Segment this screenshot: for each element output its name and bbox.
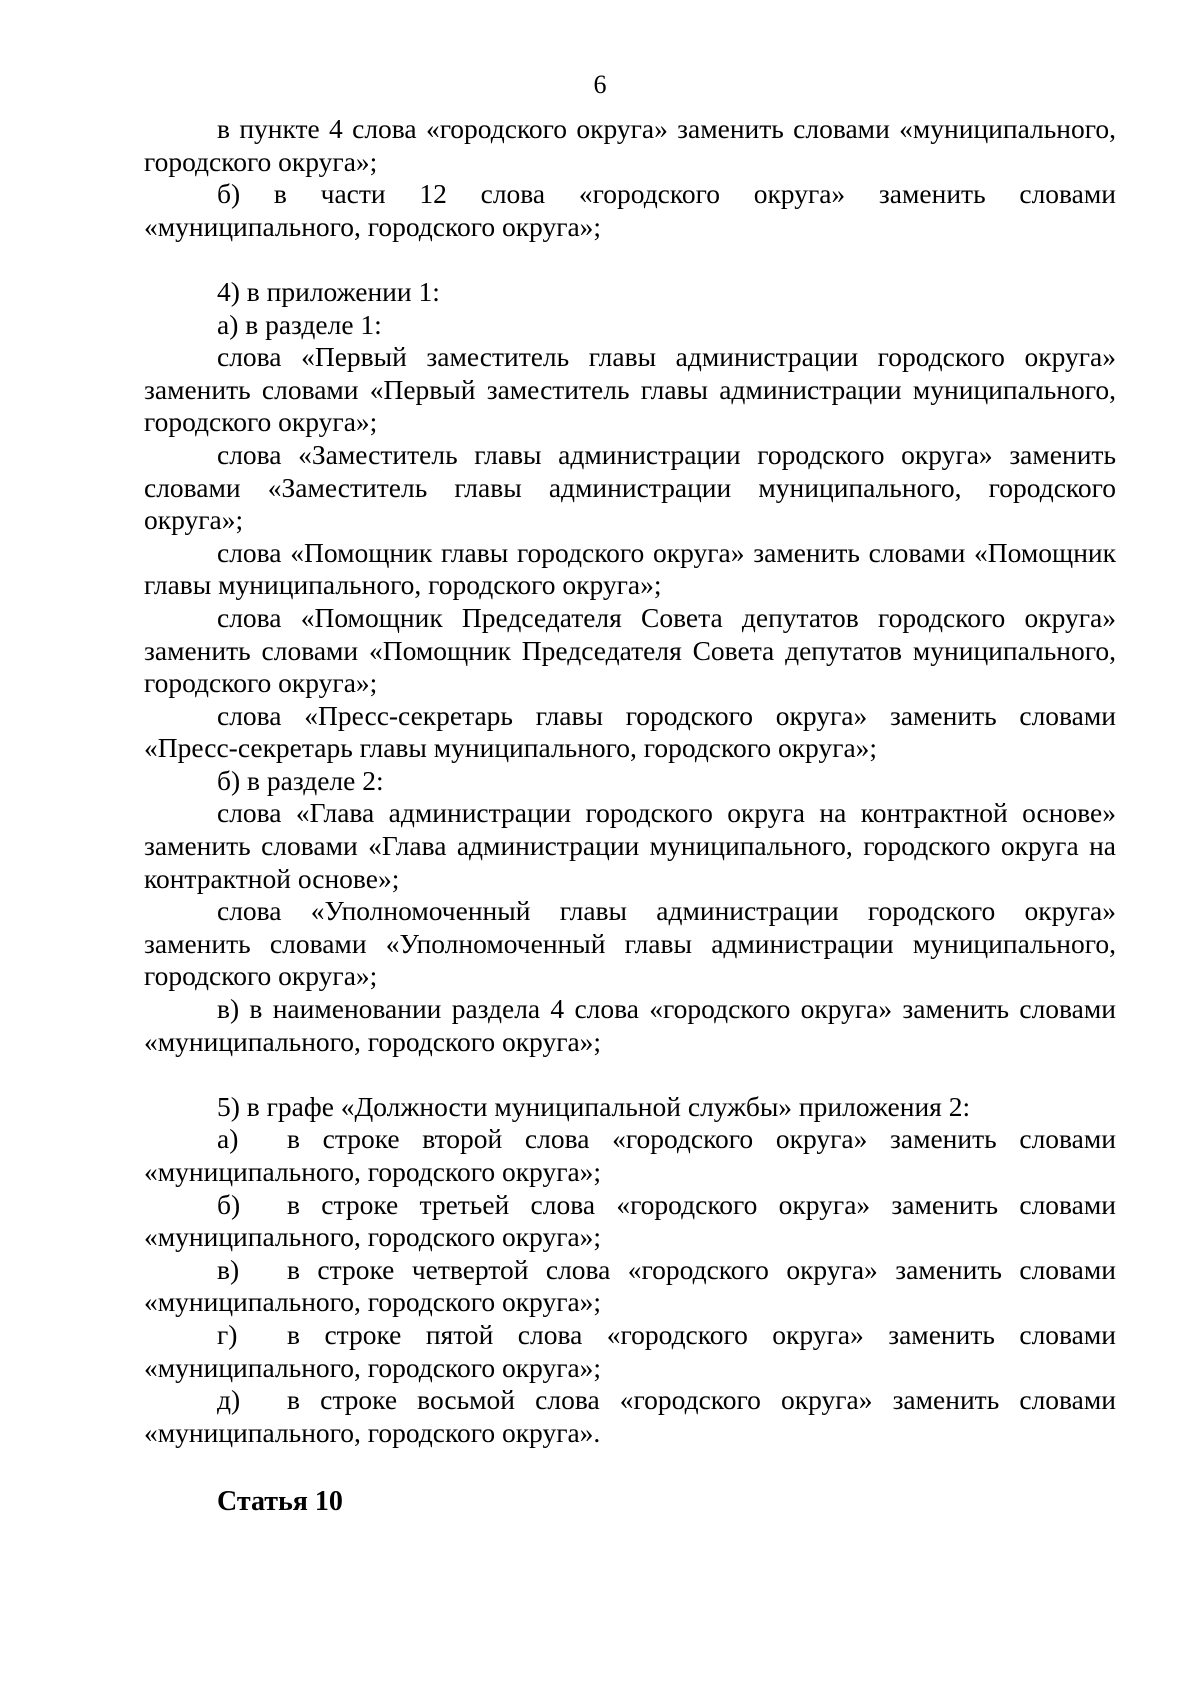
list-item bbox=[144, 1189, 1116, 1254]
paragraph: слова «Заместитель главы администрации городского округа» заменить словами «Заместитель главы администрации муниципального, городского округа»; bbox=[144, 438, 1116, 536]
paragraph: слова «Уполномоченный главы администрации городского округа» заменить словами «Уполномоченный главы администрации муниципального, городского округа»; bbox=[144, 895, 1116, 992]
paragraph: б) в части 12 слова «городского округа» заменить словами «муниципального, городского округа»; bbox=[144, 178, 1116, 242]
subsection-heading: а) в разделе 1: bbox=[217, 308, 382, 340]
subsection-heading: б) в разделе 2: bbox=[217, 764, 384, 796]
list-item-label: б) bbox=[217, 1188, 241, 1220]
list-item-label: д) bbox=[217, 1384, 241, 1416]
paragraph: слова «Помощник главы городского округа» заменить словами «Помощник главы муниципального, городского округа»; bbox=[144, 536, 1116, 601]
list-item-label: г) bbox=[217, 1318, 238, 1350]
page-number: 6 bbox=[593, 70, 607, 99]
article-heading: Статья 10 bbox=[217, 1486, 343, 1517]
document-body bbox=[144, 113, 1116, 1449]
list-item-text: в строке пятой слова «городского округа» заменить словами «муниципального, городского округа»; bbox=[144, 1318, 1116, 1383]
list-item bbox=[144, 1384, 1116, 1449]
paragraph: в пункте 4 слова «городского округа» заменить словами «муниципального, городского округа»; bbox=[144, 113, 1116, 177]
list-item-text: в строке четвертой слова «городского округа» заменить словами «муниципального, городского округа»; bbox=[144, 1253, 1116, 1318]
list-item-label: в) bbox=[217, 1253, 240, 1285]
list-item bbox=[144, 1254, 1116, 1319]
list-heading: 5) в графе «Должности муниципальной службы» приложения 2: bbox=[217, 1090, 971, 1122]
list-item bbox=[144, 1319, 1116, 1384]
list-item-text: в строке третьей слова «городского округа» заменить словами «муниципального, городского округа»; bbox=[144, 1188, 1116, 1253]
paragraph: слова «Помощник Председателя Совета депутатов городского округа» заменить словами «Помощник Председателя Совета депутатов муниципального, городского округа»; bbox=[144, 601, 1116, 699]
list-item bbox=[144, 1123, 1116, 1188]
list-item-label: а) bbox=[217, 1123, 239, 1155]
paragraph: слова «Пресс-секретарь главы городского округа» заменить словами «Пресс-секретарь главы муниципального, городского округа»; bbox=[144, 699, 1116, 764]
list-heading: 4) в приложении 1: bbox=[217, 275, 440, 307]
list-item-text: в строке восьмой слова «городского округа» заменить словами «муниципального, городского округа». bbox=[144, 1384, 1116, 1448]
paragraph: в) в наименовании раздела 4 слова «городского округа» заменить словами «муниципального, городского округа»; bbox=[144, 993, 1116, 1057]
paragraph: слова «Первый заместитель главы администрации городского округа» заменить словами «Первый заместитель главы администрации муниципального, городского округа»; bbox=[144, 341, 1116, 438]
list-item-text: в строке второй слова «городского округа» заменить словами «муниципального, городского округа»; bbox=[144, 1123, 1116, 1187]
paragraph: слова «Глава администрации городского округа на контрактной основе» заменить словами «Глава администрации муниципального, городского округа на контрактной основе»; bbox=[144, 797, 1116, 894]
